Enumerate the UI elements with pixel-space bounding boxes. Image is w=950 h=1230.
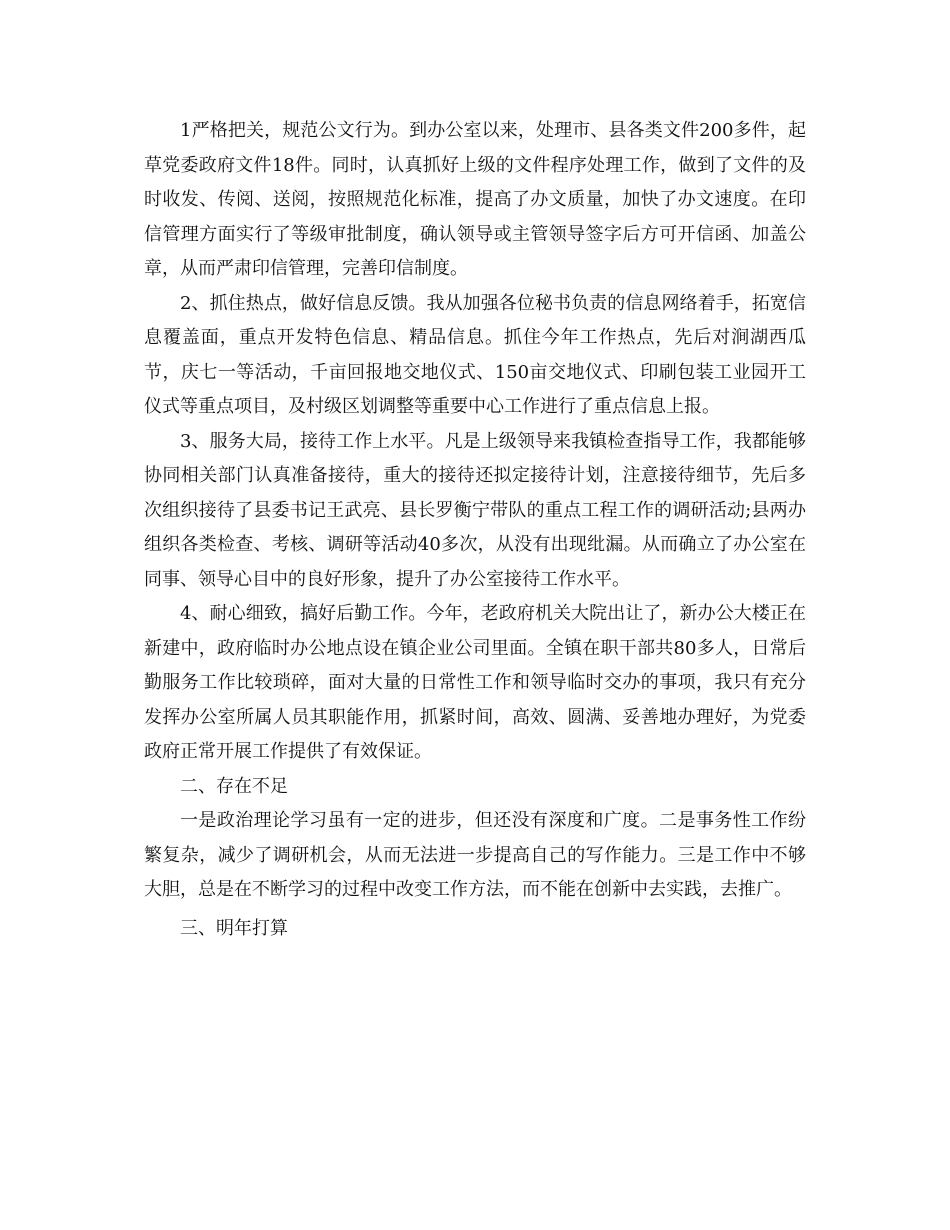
paragraph-document-handling: 1严格把关，规范公文行为。到办公室以来，处理市、县各类文件200多件，起草党委政府文件18件。同时，认真抓好上级的文件程序处理工作，做到了文件的及时收发、传阅、送阅，按照规范化标准，提高了办文质量，加快了办文速度。在印信管理方面实行了等级审批制度，确认领导或主管领导签字后方可开信函、加盖公章，从而严肃印信管理，完善印信制度。 (144, 120, 806, 279)
paragraph-logistics-work: 4、耐心细致，搞好后勤工作。今年，老政府机关大院出让了，新办公大楼正在新建中，政府临时办公地点设在镇企业公司里面。全镇在职干部共80多人，日常后勤服务工作比较琐碎，面对大量的日常性工作和领导临时交办的事项，我只有充分发挥办公室所属人员其职能作用，抓紧时间，高效、圆满、妥善地办理好，为党委政府正常开展工作提供了有效保证。 (144, 603, 806, 762)
document-body (144, 114, 806, 946)
section-heading-next-year-plan: 三、明年打算 (180, 917, 288, 939)
paragraph-shortcomings: 一是政治理论学习虽有一定的进步，但还没有深度和广度。二是事务性工作纷繁复杂，减少了调研机会，从而无法进一步提高自己的写作能力。三是工作中不够大胆，总是在不断学习的过程中改变工作方法，而不能在创新中去实践，去推广。 (144, 810, 806, 900)
paragraph-information-feedback: 2、抓住热点，做好信息反馈。我从加强各位秘书负责的信息网络着手，拓宽信息覆盖面，重点开发特色信息、精品信息。抓住今年工作热点，先后对涧湖西瓜节，庆七一等活动，千亩回报地交地仪式、150亩交地仪式、印刷包装工业园开工仪式等重点项目，及村级区划调整等重要中心工作进行了重点信息上报。 (144, 292, 806, 417)
section-heading-shortcomings: 二、存在不足 (180, 775, 288, 797)
paragraph-reception-work: 3、服务大局，接待工作上水平。凡是上级领导来我镇检查指导工作，我都能够协同相关部门认真准备接待，重大的接待还拟定接待计划，注意接待细节，先后多次组织接待了县委书记王武亮、县长罗衡宁带队的重点工程工作的调研活动;县两办组织各类检查、考核、调研等活动40多次，从没有出现纰漏。从而确立了办公室在同事、领导心目中的良好形象，提升了办公室接待工作水平。 (144, 430, 806, 590)
